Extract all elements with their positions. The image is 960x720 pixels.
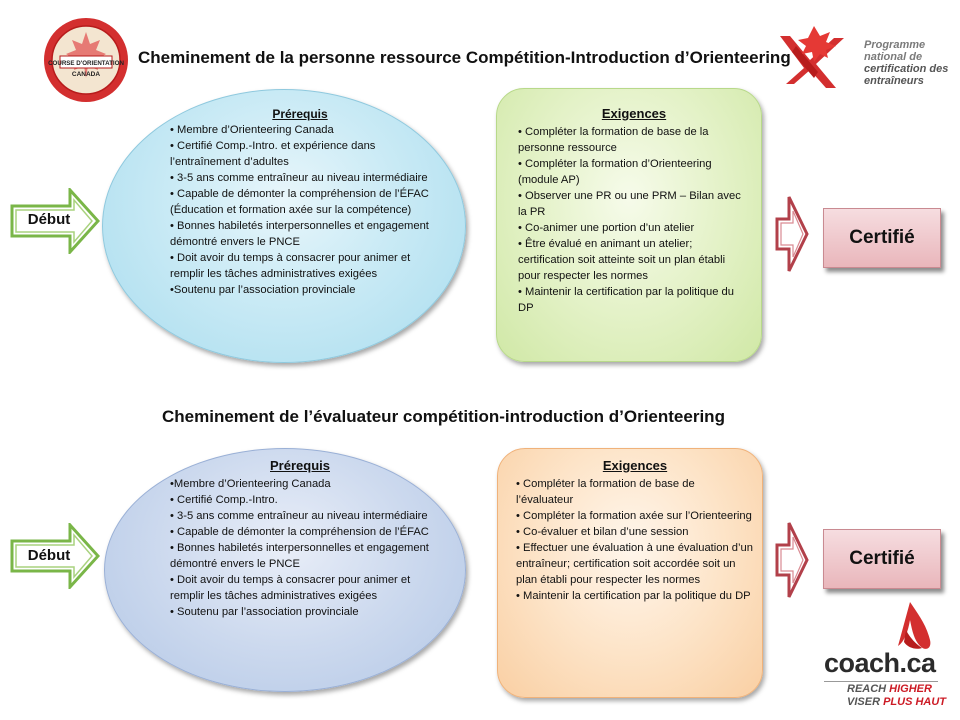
pnce-line2: national de	[864, 51, 923, 63]
coach-divider	[824, 681, 938, 682]
pnce-line1: Programme	[864, 39, 926, 51]
flow1-req-item: • Compléter la formation de base de la personne ressource	[518, 126, 709, 154]
flow2-prerequisites-heading: Prérequis	[270, 458, 330, 473]
flow2-prereq-item: • Capable de démonter la compréhension de l’ÉFAC	[170, 526, 429, 538]
flow2-requirements	[516, 458, 754, 604]
flow2-prereq-item: • Doit avoir du temps à consacrer pour animer et remplir les tâches administratives exigées	[170, 574, 411, 602]
flow1-certified-label: Certifié	[849, 227, 915, 248]
flow2-requirements-heading: Exigences	[602, 458, 668, 473]
flow2-title: Cheminement de l’évaluateur compétition-introduction d’Orienteering	[162, 407, 725, 426]
flow1-prereq-item: • Doit avoir du temps à consacrer pour animer et remplir les tâches administratives exigées	[170, 252, 411, 280]
flow2-req-item: • Compléter la formation axée sur l’Orienteering	[516, 510, 752, 522]
flow1-requirements-heading: Exigences	[601, 106, 667, 121]
coach-tagline-fr-b: PLUS HAUT	[883, 696, 947, 708]
flow2-prerequisites	[170, 458, 430, 620]
flow2-prereq-item: • Bonnes habiletés interpersonnelles et engagement démontré envers le PNCE	[170, 542, 429, 570]
pnce-line4: entraîneurs	[864, 75, 924, 87]
coach-tagline-fr-a: VISER	[847, 696, 884, 708]
orienteering-logo-line2: CANADA	[71, 71, 101, 78]
coach-tagline-en-b: HIGHER	[889, 683, 932, 695]
flow1-prereq-item: •Soutenu par l’association provinciale	[170, 284, 356, 296]
flow2-prereq-item: • 3-5 ans comme entraîneur au niveau intermédiaire	[170, 510, 428, 522]
flow2-req-item: • Co-évaluer et bilan d’une session	[516, 526, 689, 538]
flow2-end-arrow-icon	[775, 521, 809, 599]
coach-tagline-en	[847, 683, 932, 695]
flow1-prereq-item: • Membre d’Orienteering Canada	[170, 124, 334, 136]
flow1-requirements	[518, 106, 750, 316]
orienteering-canada-logo	[40, 16, 132, 104]
coach-ca-wordmark: coach.ca	[824, 648, 936, 678]
flow1-req-item: • Compléter la formation d’Orienteering (module AP)	[518, 158, 712, 186]
flow2-req-item: • Maintenir la certification par la politique du DP	[516, 590, 751, 602]
flow1-prereq-item: • 3-5 ans comme entraîneur au niveau intermédiaire	[170, 172, 428, 184]
flow1-title: Cheminement de la personne ressource Compétition-Introduction d’Orienteering	[138, 48, 791, 67]
flow1-req-item: • Observer une PR ou une PRM – Bilan avec la PR	[518, 190, 741, 218]
flow1-prerequisites-heading: Prérequis	[272, 107, 328, 121]
flow1-prereq-item: • Capable de démonter la compréhension de l’ÉFAC (Éducation et formation axée sur la compétence)	[170, 188, 429, 216]
flow1-prerequisites	[170, 106, 430, 298]
flow2-prereq-item: •Membre d’Orienteering Canada	[170, 478, 331, 490]
flow1-end-arrow-icon	[775, 195, 809, 273]
flow1-req-item: • Être évalué en animant un atelier; certification soit atteinte soit un plan établi pour respecter les normes	[518, 238, 726, 282]
coach-tagline-en-a: REACH	[847, 683, 890, 695]
flow2-req-item: • Effectuer une évaluation à une évaluation d’un entraîneur; certification soit accordée soit un plan établi pour respecter les normes	[516, 542, 753, 586]
pnce-wordmark	[864, 39, 948, 87]
flow2-certified-box	[823, 529, 941, 589]
flow1-prereq-item: • Bonnes habiletés interpersonnelles et engagement démontré envers le PNCE	[170, 220, 429, 248]
flow1-prereq-item: • Certifié Comp.-Intro. et expérience dans l’entraînement d’adultes	[170, 140, 376, 168]
flow1-certified-box	[823, 208, 941, 268]
flow2-start-label: Début	[27, 547, 71, 564]
flow2-certified-label: Certifié	[849, 548, 915, 569]
flow1-req-item: • Co-animer une portion d’un atelier	[518, 222, 695, 234]
coach-tagline-fr	[847, 696, 946, 708]
pnce-line3: certification des	[864, 63, 949, 75]
orienteering-logo-line1: COURSE D'ORIENTATION	[48, 60, 124, 67]
flow1-start-label: Début	[27, 211, 71, 228]
flow1-req-item: • Maintenir la certification par la politique du DP	[518, 286, 734, 314]
flow2-req-item: • Compléter la formation de base de l’évaluateur	[516, 478, 695, 506]
flow2-prereq-item: • Certifié Comp.-Intro.	[170, 494, 278, 506]
flow2-prereq-item: • Soutenu par l’association provinciale	[170, 606, 359, 618]
